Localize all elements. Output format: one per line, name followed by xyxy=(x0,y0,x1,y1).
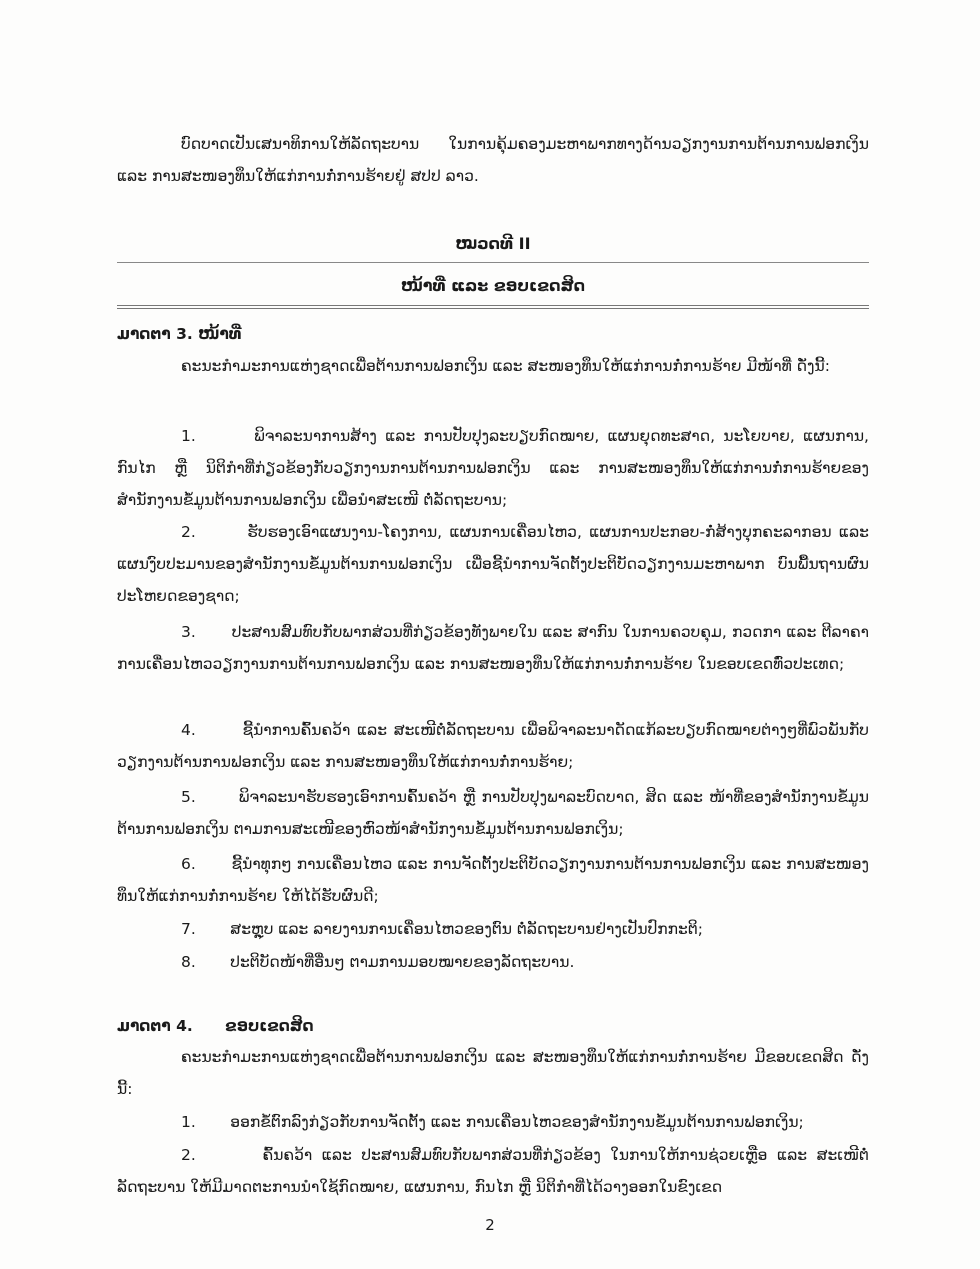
item-text: ອອກຂໍ້ຕົກລົງກ່ຽວກັບການຈັດຕັ້ງ ແລະ ການເຄື່ອນໄຫວຂອງສຳນັກງານຂໍ້ມູນຕ້ານການຟອກເງິນ; xyxy=(230,1113,804,1131)
item-number: 2. xyxy=(181,1146,196,1164)
chapter-divider-bottom xyxy=(117,305,869,309)
item-number: 7. xyxy=(181,920,196,938)
item-text: ສະຫຼຸບ ແລະ ລາຍງານການເຄື່ອນໄຫວຂອງຕົນ ຕໍ່ລັດຖະບານຢ່າງເປັນປົກກະຕິ; xyxy=(230,920,704,938)
article-3-item-2 xyxy=(117,516,869,612)
item-text: ຊີ້ນຳການຄົ້ນຄວ້າ ແລະ ສະເໜີຕໍ່ລັດຖະບານ ເພື່ອພິຈາລະນາດັດແກ້ລະບຽບກົດໝາຍຕ່າງໆທີ່ພົວພັນກັບວຽກງານຕ້ານການຟອກເງິນ ແລະ ການສະໜອງທຶນໃຫ້ແກ່ການກໍ່ການຮ້າຍ; xyxy=(117,721,869,771)
article-3-item-1 xyxy=(117,420,869,516)
item-number: 4. xyxy=(181,721,196,739)
chapter-divider-top xyxy=(117,262,869,263)
item-number: 1. xyxy=(181,427,196,445)
item-text: ຊີ້ນຳທຸກໆ ການເຄື່ອນໄຫວ ແລະ ການຈັດຕັ້ງປະຕິບັດວຽກງານການຕ້ານການຟອກເງິນ ແລະ ການສະໜອງທຶນໃຫ້ແກ່ການກໍ່ການຮ້າຍ ໃຫ້ໄດ້ຮັບຜົນດີ; xyxy=(117,855,869,905)
item-number: 5. xyxy=(181,788,196,806)
item-number: 3. xyxy=(181,623,196,641)
item-text: ຄົ້ນຄວ້າ ແລະ ປະສານສົມທົບກັບພາກສ່ວນທີ່ກ່ຽວຂ້ອງ ໃນການໃຫ້ການຊ່ວຍເຫຼືອ ແລະ ສະເໜີຕໍ່ລັດຖະບານ ໃຫ້ມີມາດຕະການນຳໃຊ້ກົດໝາຍ, ແຜນການ, ກົນໄກ ຫຼື ນິຕິກຳທີ່ໄດ້ວາງອອກໃນຂົງເຂດ xyxy=(117,1146,869,1196)
chapter-label: ໝວດທີ II xyxy=(455,234,531,253)
item-text: ຮັບຮອງເອົາແຜນງານ-ໂຄງການ, ແຜນການເຄື່ອນໄຫວ, ແຜນການປະກອບ-ກໍ່ສ້າງບຸກຄະລາກອນ ແລະ ແຜນງົບປະມານຂອງສຳນັກງານຂໍ້ມູນຕ້ານການຟອກເງິນ ເພື່ອຊີ້ນຳການຈັດຕັ້ງປະຕິບັດວຽກງານມະຫາພາກ ບົນພື້ນຖານຜົນປະໂຫຍດຂອງຊາດ; xyxy=(117,523,869,605)
article-4-item-2 xyxy=(117,1139,869,1203)
article-3-item-6 xyxy=(117,848,869,912)
article-4-heading: ມາດຕາ 4. ຂອບເຂດສິດ xyxy=(117,1017,314,1035)
item-number: 6. xyxy=(181,855,196,873)
article-4-item-1 xyxy=(117,1106,869,1138)
item-number: 8. xyxy=(181,953,196,971)
article-3-item-7 xyxy=(117,913,869,945)
item-text: ປະຕິບັດໜ້າທີ່ອື່ນໆ ຕາມການມອບໝາຍຂອງລັດຖະບານ. xyxy=(230,953,575,971)
article-4-lead: ຄະນະກຳມະການແຫ່ງຊາດເພື່ອຕ້ານການຟອກເງິນ ແລະ ສະໜອງທຶນໃຫ້ແກ່ການກໍ່ການຮ້າຍ ມີຂອບເຂດສິດ ດັ່ງນີ້: xyxy=(117,1048,869,1098)
article-3-item-5 xyxy=(117,781,869,845)
article-3-item-3 xyxy=(117,616,869,680)
article-3-lead: ຄະນະກຳມະການແຫ່ງຊາດເພື່ອຕ້ານການຟອກເງິນ ແລະ ສະໜອງທຶນໃຫ້ແກ່ການກໍ່ການຮ້າຍ ມີໜ້າທີ່ ດັ່ງນີ້: xyxy=(181,357,830,375)
article-3-item-4 xyxy=(117,714,869,778)
item-number: 1. xyxy=(181,1113,196,1131)
intro-paragraph: ບົດບາດເປັນເສນາທິການໃຫ້ລັດຖະບານ ໃນການຄຸ້ມຄອງມະຫາພາກທາງດ້ານວຽກງານການຕ້ານການຟອກເງິນ ແລະ ການສະໜອງທຶນໃຫ້ແກ່ການກໍ່ການຮ້າຍຢູ່ ສປປ ລາວ. xyxy=(117,135,869,185)
article-3-heading: ມາດຕາ 3. ໜ້າທີ່ xyxy=(117,325,242,343)
item-text: ປະສານສົມທົບກັບພາກສ່ວນທີ່ກ່ຽວຂ້ອງທັງພາຍໃນ ແລະ ສາກົນ ໃນການຄວບຄຸມ, ກວດກາ ແລະ ຕີລາຄາການເຄື່ອນໄຫວວຽກງານການຕ້ານການຟອກເງິນ ແລະ ການສະໜອງທຶນໃຫ້ແກ່ການກໍ່ການຮ້າຍ ໃນຂອບເຂດທົ່ວປະເທດ; xyxy=(117,623,869,673)
article-3-item-8 xyxy=(117,946,869,978)
item-text: ພິຈາລະນາການສ້າງ ແລະ ການປັບປຸງລະບຽບກົດໝາຍ, ແຜນຍຸດທະສາດ, ນະໂຍບາຍ, ແຜນການ, ກົນໄກ ຫຼື ນິຕິກຳທີ່ກ່ຽວຂ້ອງກັບວຽກງານການຕ້ານການຟອກເງິນ ແລະ ການສະໜອງທຶນໃຫ້ແກ່ການກໍ່ການຮ້າຍຂອງ ສຳນັກງານຂໍ້ມູນຕ້ານການຟອກເງິນ ເພື່ອນຳສະເໜີ ຕໍ່ລັດຖະບານ; xyxy=(117,427,869,509)
item-number: 2. xyxy=(181,523,196,541)
chapter-title: ໜ້າທີ່ ແລະ ຂອບເຂດສິດ xyxy=(400,276,586,295)
page-number: 2 xyxy=(485,1216,495,1234)
item-text: ພິຈາລະນາຮັບຮອງເອົາການຄົ້ນຄວ້າ ຫຼື ການປັບປຸງພາລະບົດບາດ, ສິດ ແລະ ໜ້າທີ່ຂອງສຳນັກງານຂໍ້ມູນຕ້ານການຟອກເງິນ ຕາມການສະເໜີຂອງຫົວໜ້າສຳນັກງານຂໍ້ມູນຕ້ານການຟອກເງິນ; xyxy=(117,788,869,838)
